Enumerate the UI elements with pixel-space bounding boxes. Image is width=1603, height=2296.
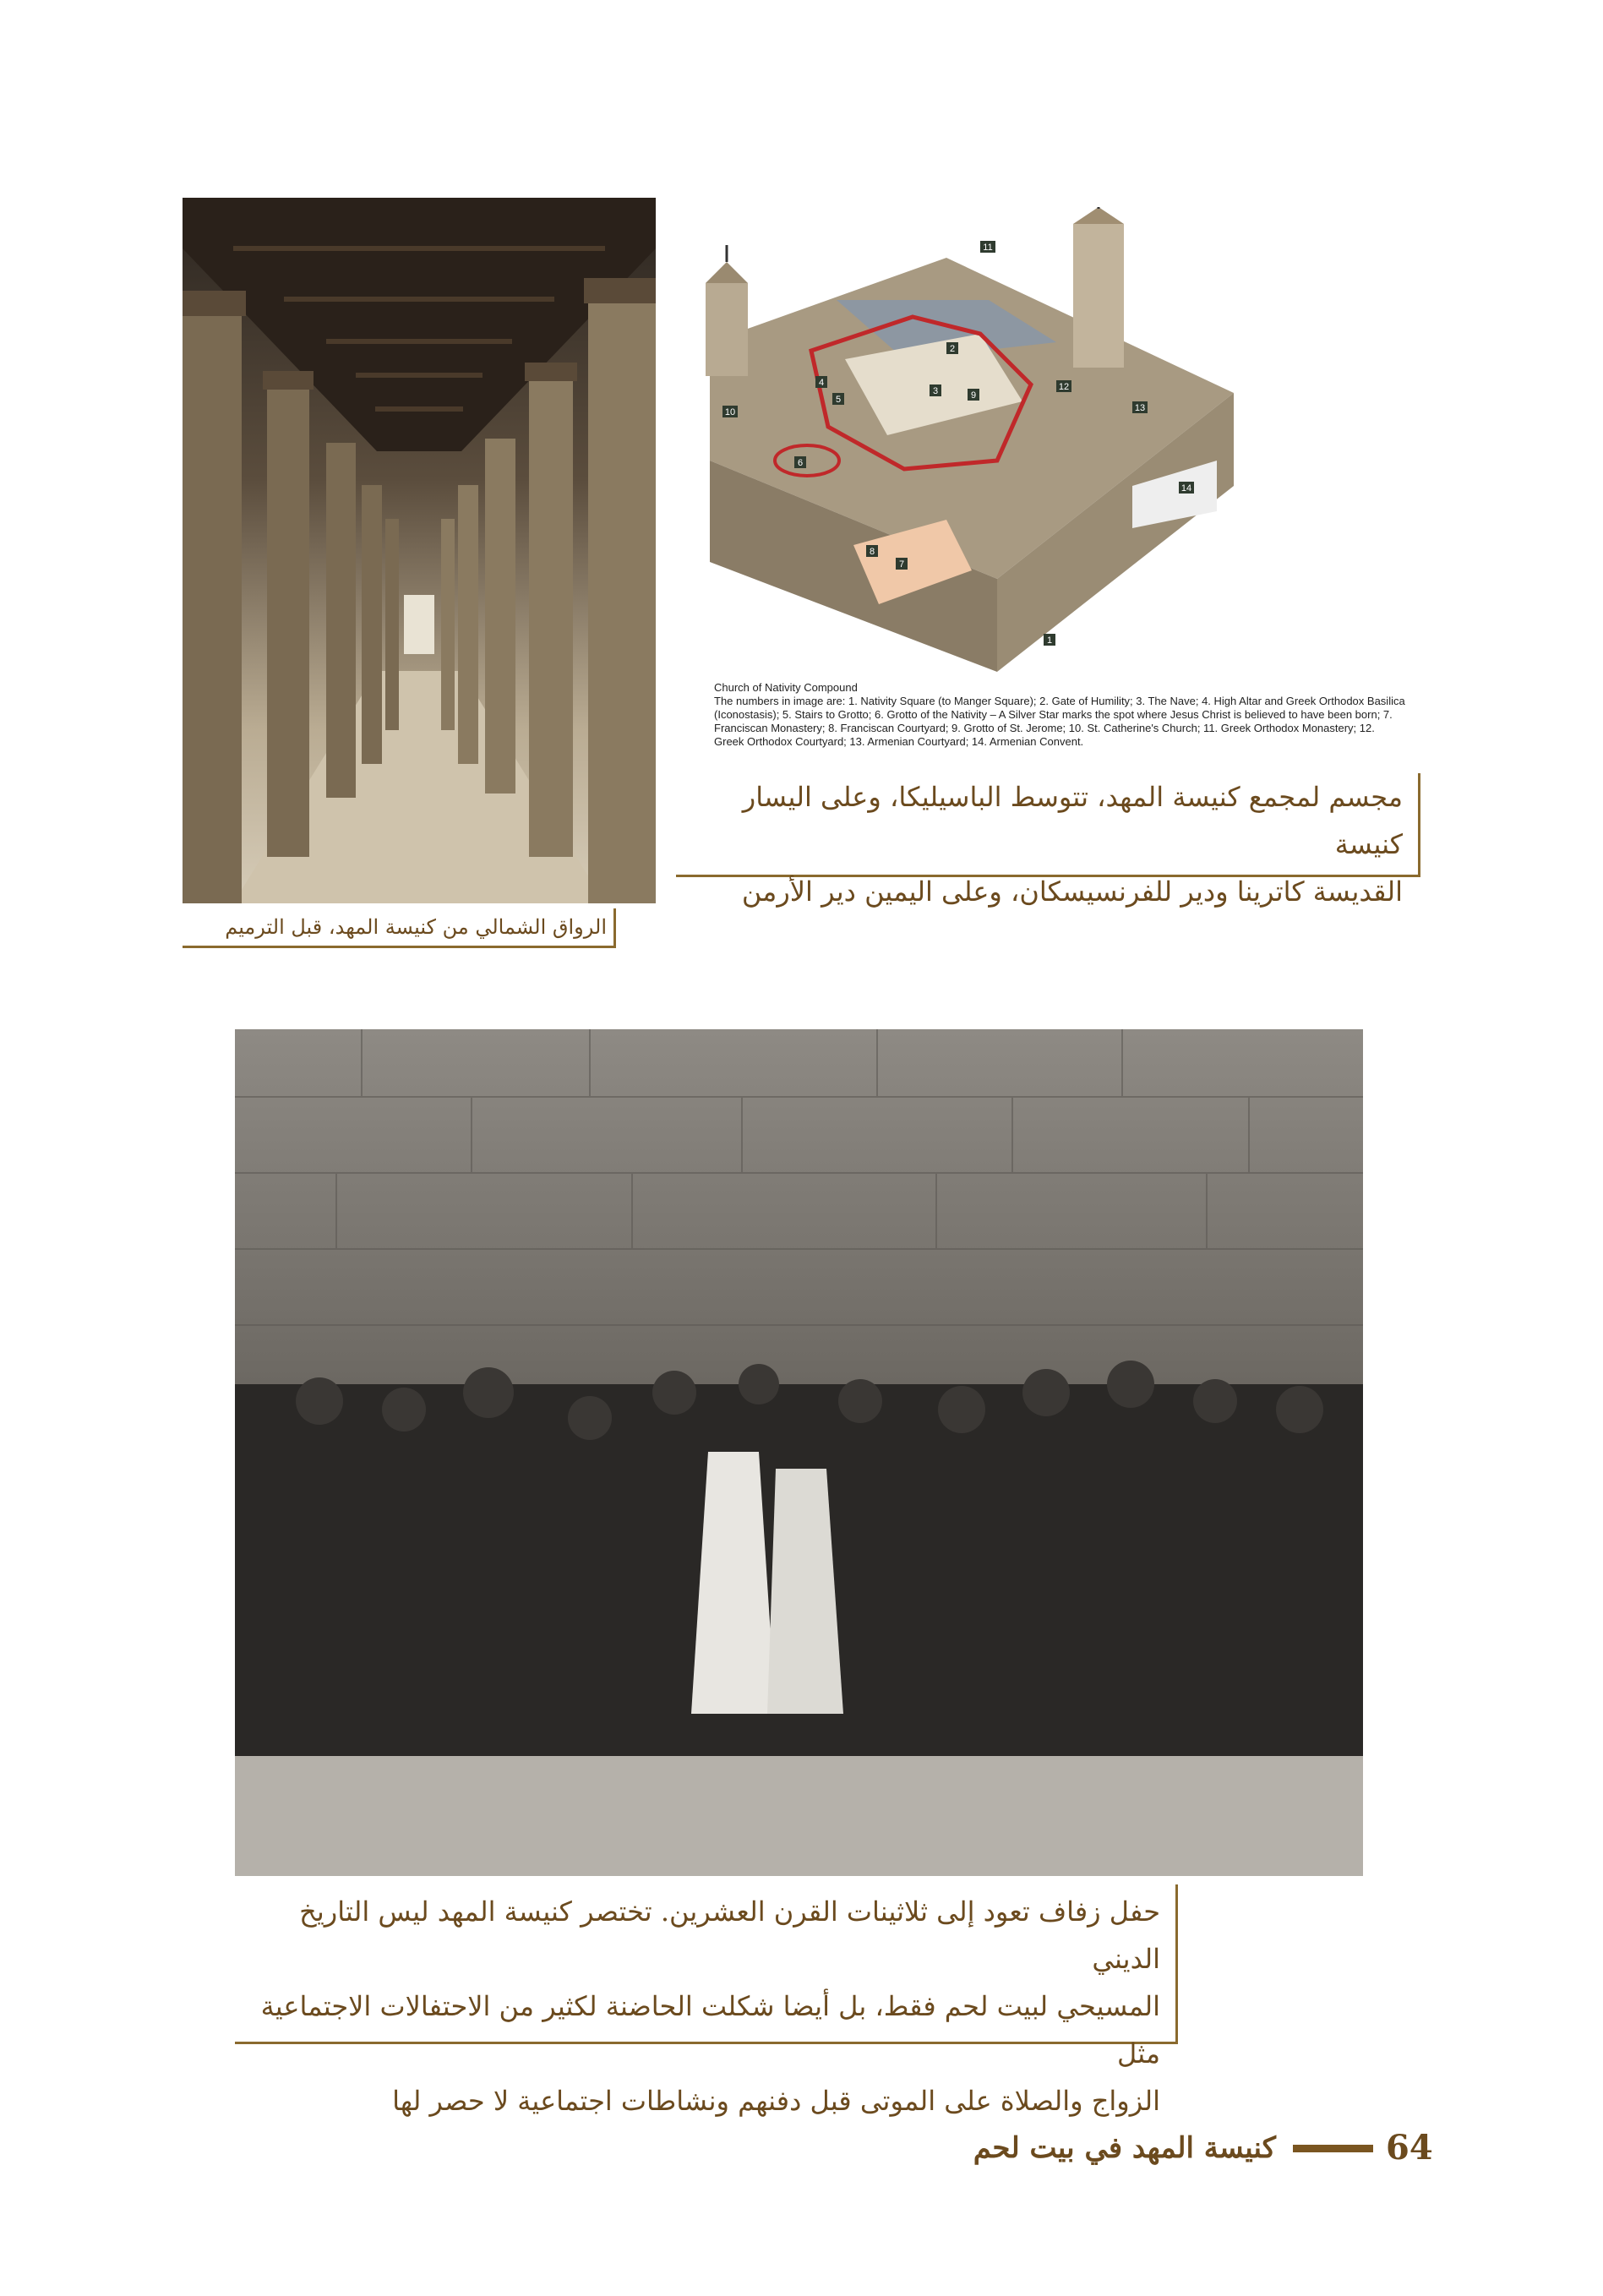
svg-text:8: 8	[869, 547, 875, 557]
label-badge	[794, 456, 806, 468]
wedding-illustration	[235, 1029, 1363, 1876]
svg-text:5: 5	[835, 395, 842, 405]
label-badge	[980, 241, 995, 253]
diagram-caption-body: The numbers in image are: 1. Nativity Square (to Manger Square); 2. Gate of Humility; 3. The Nave; 4. High Altar and Greek Orthodox Basilica (Iconostasis); 5. Stairs to Grotto; 6. Grotto of the Nativity – A Silver Star marks the spot where Jesus Christ is believed to have been born; 7. Franciscan Monastery; 8. Franciscan Courtyard; 9. Grotto of St. Jerome; 10. St. Catherine's Church; 11. Greek Orthodox Monastery; 12. Greek Orthodox Courtyard; 13. Armenian Courtyard; 14. Armenian Convent.	[714, 695, 1405, 748]
svg-text:12: 12	[1058, 382, 1070, 392]
label-badge	[815, 376, 827, 388]
wedding-caption-line-1: حفل زفاف تعود إلى ثلاثينات القرن العشرين. تختصر كنيسة المهد ليس التاريخ الديني	[299, 1895, 1160, 1975]
svg-text:2: 2	[949, 344, 956, 354]
svg-text:11: 11	[983, 243, 993, 253]
colonnade-photo	[183, 198, 656, 903]
svg-text:9: 9	[970, 390, 977, 401]
svg-text:10: 10	[724, 407, 736, 417]
footer-rule	[1293, 2145, 1373, 2152]
label-badge	[1132, 401, 1148, 413]
colonnade-illustration	[183, 198, 656, 903]
label-badge	[896, 558, 908, 570]
wedding-caption	[235, 1884, 1178, 2117]
colonnade-caption-text: الرواق الشمالي من كنيسة المهد، قبل الترميم	[225, 915, 607, 939]
page-number: 64	[1386, 2128, 1433, 2168]
label-badge	[1056, 380, 1071, 392]
label-badge	[866, 545, 878, 557]
wedding-photo	[235, 1029, 1363, 1876]
compound-diagram	[693, 207, 1251, 672]
compound-caption-line-1: مجسم لمجمع كنيسة المهد، تتوسط الباسيليكا، وعلى اليسار كنيسة	[742, 781, 1403, 860]
label-badge	[722, 406, 738, 417]
diagram-caption	[714, 681, 1407, 749]
svg-text:7: 7	[898, 559, 905, 570]
wedding-caption-line-3: الزواج والصلاة على الموتى قبل دفنهم ونشاطات اجتماعية لا حصر لها	[392, 2085, 1160, 2117]
label-badge	[1044, 634, 1055, 646]
svg-text:3: 3	[932, 386, 939, 396]
svg-text:4: 4	[818, 378, 825, 388]
svg-text:1: 1	[1046, 635, 1053, 646]
svg-text:14: 14	[1180, 483, 1192, 494]
svg-text:6: 6	[797, 458, 804, 468]
svg-text:13: 13	[1134, 403, 1146, 413]
colonnade-caption	[183, 908, 616, 948]
diagram-caption-title: Church of Nativity Compound	[714, 681, 858, 694]
compound-caption-line-2: القديسة كاترينا ودير للفرنسيسكان، وعلى اليمين دير الأرمن	[741, 875, 1403, 908]
label-badge	[832, 393, 844, 405]
label-badge	[1179, 482, 1194, 494]
wedding-caption-line-2: المسيحي لبيت لحم فقط، بل أيضا شكلت الحاضنة لكثير من الاحتفالات الاجتماعية مثل	[260, 1990, 1160, 2070]
label-badge	[968, 389, 979, 401]
compound-illustration	[693, 207, 1251, 672]
label-badge	[946, 342, 958, 354]
footer-book-title: كنيسة المهد في بيت لحم	[973, 2131, 1276, 2165]
compound-caption	[676, 773, 1420, 908]
label-badge	[930, 384, 941, 396]
